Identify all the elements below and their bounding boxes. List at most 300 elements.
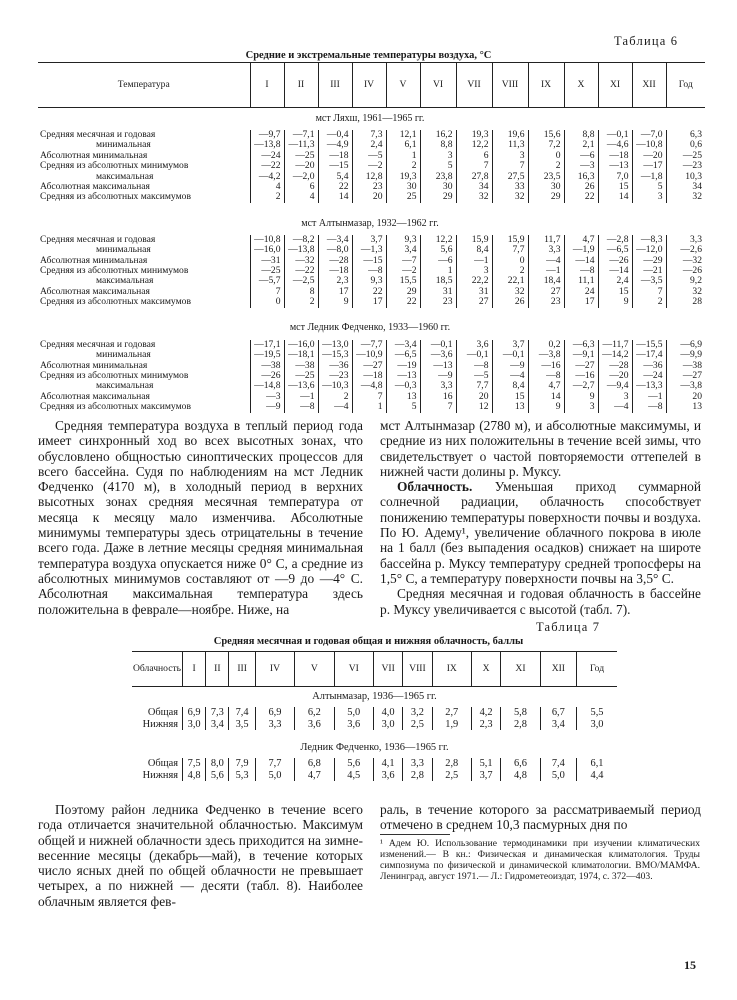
table-cell: 4,1 bbox=[373, 758, 402, 770]
table-cell: 7,9 bbox=[229, 758, 255, 770]
station-row bbox=[38, 108, 705, 131]
table-cell: 7,2 bbox=[528, 140, 564, 150]
table-cell: 2,5 bbox=[432, 770, 471, 782]
row-label: Средняя из абсолютных минимумов bbox=[40, 369, 189, 381]
table-cell: —38 bbox=[284, 361, 318, 371]
table-cell: 23,5 bbox=[528, 172, 564, 182]
table-cell: —4 bbox=[492, 371, 528, 381]
footnote-separator bbox=[380, 834, 450, 835]
table-cell: 3,0 bbox=[577, 719, 617, 731]
table-row bbox=[38, 192, 705, 202]
table-cell: 17 bbox=[564, 297, 598, 307]
table7-header-month: XII bbox=[540, 652, 576, 687]
table-cell: —0,1 bbox=[420, 340, 456, 350]
table-cell: —8 bbox=[456, 361, 492, 371]
table-cell: 6,9 bbox=[183, 707, 206, 719]
table-cell: 2,8 bbox=[432, 758, 471, 770]
table-cell: —0,1 bbox=[598, 130, 632, 140]
table-cell: —22 bbox=[284, 266, 318, 276]
table-cell: 29 bbox=[386, 287, 420, 297]
table-cell: 19,3 bbox=[386, 172, 420, 182]
table-cell: 22 bbox=[386, 297, 420, 307]
table-cell: 3,6 bbox=[456, 340, 492, 350]
table-cell: —0,4 bbox=[318, 130, 352, 140]
table-cell: —3,8 bbox=[528, 350, 564, 360]
table-cell: 26 bbox=[492, 297, 528, 307]
table-cell: 27 bbox=[456, 297, 492, 307]
table-cell: —27 bbox=[564, 361, 598, 371]
table-cell: 22,1 bbox=[492, 276, 528, 286]
table6-header-month: VI bbox=[420, 63, 456, 108]
table-cell: —28 bbox=[598, 361, 632, 371]
table-cell: 15,9 bbox=[492, 235, 528, 245]
table-cell: —13,6 bbox=[284, 381, 318, 391]
table-cell: 5,6 bbox=[334, 758, 373, 770]
table-cell: 7,0 bbox=[598, 172, 632, 182]
table-cell: 5,8 bbox=[501, 707, 540, 719]
table-cell: —8 bbox=[284, 402, 318, 412]
station-name: мст Алтынмазар, 1932—1962 гг. bbox=[301, 217, 439, 229]
table-cell: —4,9 bbox=[318, 140, 352, 150]
table-cell: 12,1 bbox=[386, 130, 420, 140]
table-cell: 31 bbox=[420, 287, 456, 297]
table-cell: 8,4 bbox=[492, 381, 528, 391]
table-cell: —1,8 bbox=[632, 172, 666, 182]
table6-header-label: Температура bbox=[38, 63, 250, 108]
row-label: Средняя из абсолютных максимумов bbox=[40, 191, 191, 203]
table-cell: 2 bbox=[492, 266, 528, 276]
table-cell: —14,2 bbox=[598, 350, 632, 360]
table-cell: —4,8 bbox=[352, 381, 386, 391]
table-cell: —32 bbox=[666, 256, 705, 266]
table-cell: 14 bbox=[598, 192, 632, 202]
table-cell: 13 bbox=[666, 402, 705, 412]
table-cell: 27 bbox=[528, 287, 564, 297]
table-cell: 15,5 bbox=[386, 276, 420, 286]
table-cell: —9 bbox=[492, 361, 528, 371]
table6-header-month: I bbox=[250, 63, 284, 108]
table-cell: 8,8 bbox=[564, 130, 598, 140]
table-cell: —6,5 bbox=[386, 350, 420, 360]
table-cell: 3,6 bbox=[334, 719, 373, 731]
paragraph-cloudiness bbox=[380, 479, 701, 586]
table-cell: —15,3 bbox=[318, 350, 352, 360]
table-cell: 30 bbox=[420, 182, 456, 192]
table-cell: 4,7 bbox=[295, 770, 334, 782]
table-cell: —2 bbox=[386, 266, 420, 276]
table-cell: —38 bbox=[250, 361, 284, 371]
footnote-text: ¹ Адем Ю. Использование термодинамики при изучении климатических изменений.— В кн.: Физическая и динамическая климатология. Труды симпозиума по физической и динамической климатологии. ВМО/МАМФА. Ленинград, август 1971.— Л.: Гидрометеоиздат, 1974, с. 372—403. bbox=[380, 838, 700, 882]
table-cell: —1 bbox=[284, 392, 318, 402]
table-cell: 5,5 bbox=[577, 707, 617, 719]
table-cell: —9,9 bbox=[666, 350, 705, 360]
station-row bbox=[38, 318, 705, 340]
table-cell: —9,7 bbox=[250, 130, 284, 140]
table-cell: 26 bbox=[564, 182, 598, 192]
table-cell: —13 bbox=[386, 371, 420, 381]
table-cell: —23 bbox=[318, 371, 352, 381]
table6-header-month: IV bbox=[352, 63, 386, 108]
table-cell: —25 bbox=[284, 371, 318, 381]
table-cell: 4,5 bbox=[334, 770, 373, 782]
table-cell: —6,3 bbox=[564, 340, 598, 350]
table-cell: 2,7 bbox=[432, 707, 471, 719]
table-cell: —6,5 bbox=[598, 245, 632, 255]
table6-header-month: III bbox=[318, 63, 352, 108]
table-cell: —28 bbox=[318, 256, 352, 266]
row-label: Средняя месячная и годовая bbox=[40, 338, 156, 350]
table-cell: —27 bbox=[352, 361, 386, 371]
table-cell: 25 bbox=[386, 192, 420, 202]
table-cell: —2,8 bbox=[598, 235, 632, 245]
table-row bbox=[132, 758, 617, 770]
row-label: Абсолютная максимальная bbox=[40, 181, 150, 193]
table6-header-month: IX bbox=[528, 63, 564, 108]
table-cell: 0 bbox=[492, 256, 528, 266]
table-cell: —2,6 bbox=[666, 245, 705, 255]
spacer-row bbox=[132, 730, 617, 738]
table-cell: 7,3 bbox=[206, 707, 229, 719]
table-cell: —38 bbox=[666, 361, 705, 371]
table-cell: 5,3 bbox=[229, 770, 255, 782]
table-cell: 5,0 bbox=[255, 770, 294, 782]
table-cell: 4,4 bbox=[577, 770, 617, 782]
table-cell: —17,1 bbox=[250, 340, 284, 350]
table-row bbox=[132, 719, 617, 731]
table-cell: 4,7 bbox=[528, 381, 564, 391]
table-cell: —9 bbox=[250, 402, 284, 412]
paragraph: раль, в течение которого за рассматриваемый период отмечено в среднем 10,3 пасмурных дня по bbox=[380, 802, 701, 833]
table-cell: —20 bbox=[284, 161, 318, 171]
table-cell: 22 bbox=[318, 182, 352, 192]
table6-header-month: XI bbox=[598, 63, 632, 108]
table-cell: 8,4 bbox=[456, 245, 492, 255]
table-cell: —26 bbox=[666, 266, 705, 276]
table-cell: —17,4 bbox=[632, 350, 666, 360]
table-cell: 3,0 bbox=[373, 719, 402, 731]
table-cell: —13,0 bbox=[318, 340, 352, 350]
table-cell: 2,3 bbox=[471, 719, 500, 731]
table6-header-month: II bbox=[284, 63, 318, 108]
section-heading: Облачность. bbox=[397, 479, 473, 495]
left-column-text bbox=[38, 418, 363, 617]
table-cell: —9,4 bbox=[598, 381, 632, 391]
table-cell: 19,6 bbox=[492, 130, 528, 140]
table7-header-month: VII bbox=[373, 652, 402, 687]
table-cell: —6 bbox=[564, 151, 598, 161]
table-cell: —2,7 bbox=[564, 381, 598, 391]
table7-header-month: VIII bbox=[403, 652, 432, 687]
paragraph: мст Алтынмазар (2780 м), и абсолютные максимумы, и средние из них положительны в течение всей зимы, что свидетельствует о частой повторяемости оттепелей в нижней части долины р. Муксу. bbox=[380, 418, 701, 479]
table-cell: —12,0 bbox=[632, 245, 666, 255]
table-cell: 24 bbox=[564, 287, 598, 297]
table-cell: —14 bbox=[598, 266, 632, 276]
table-cell: 3 bbox=[420, 151, 456, 161]
table-cell: —26 bbox=[598, 256, 632, 266]
table-cell: —7,0 bbox=[632, 130, 666, 140]
table-cell: —3,4 bbox=[386, 340, 420, 350]
station-row bbox=[38, 213, 705, 235]
table-cell: 2,8 bbox=[403, 770, 432, 782]
table-cell: 28 bbox=[666, 297, 705, 307]
table-cell: —3 bbox=[564, 161, 598, 171]
table-cell: —9 bbox=[420, 371, 456, 381]
table-cell: 2,3 bbox=[318, 276, 352, 286]
row-label: Средняя из абсолютных максимумов bbox=[40, 401, 191, 413]
table-cell: 4 bbox=[284, 192, 318, 202]
table7-caption: Средняя месячная и годовая общая и нижняя облачность, баллы bbox=[213, 636, 524, 647]
table-cell: 6 bbox=[284, 182, 318, 192]
table-cell: 9 bbox=[564, 392, 598, 402]
table-cell: —1,3 bbox=[352, 245, 386, 255]
table-cell: —15 bbox=[352, 256, 386, 266]
table-cell: —8,3 bbox=[632, 235, 666, 245]
table-cell: —16 bbox=[564, 371, 598, 381]
table-cell: —18 bbox=[598, 151, 632, 161]
table-cell: 4,2 bbox=[471, 707, 500, 719]
table7-header-month: VI bbox=[334, 652, 373, 687]
table-cell: 2 bbox=[318, 392, 352, 402]
table-cell: 7 bbox=[250, 287, 284, 297]
table-cell: 30 bbox=[528, 182, 564, 192]
table-cell: 3,7 bbox=[352, 235, 386, 245]
table-cell: —4 bbox=[318, 402, 352, 412]
table-cell: —20 bbox=[632, 151, 666, 161]
table-cell: —4 bbox=[598, 402, 632, 412]
table-cell: 3,3 bbox=[255, 719, 294, 731]
table-cell: 8,8 bbox=[420, 140, 456, 150]
table-cell: 7,7 bbox=[492, 245, 528, 255]
table-cell: 18,4 bbox=[528, 276, 564, 286]
table-cell: 11,1 bbox=[564, 276, 598, 286]
station-name: мст Ледник Федченко, 1933—1960 гг. bbox=[289, 322, 451, 334]
table-cell: —1 bbox=[632, 392, 666, 402]
table-cell: 3,3 bbox=[666, 235, 705, 245]
table6-header-month: X bbox=[564, 63, 598, 108]
row-label: Средняя из абсолютных минимумов bbox=[40, 265, 189, 277]
table-cell: 18,5 bbox=[420, 276, 456, 286]
table-cell: 5,4 bbox=[318, 172, 352, 182]
table-cell: 0,2 bbox=[528, 340, 564, 350]
table-row bbox=[38, 297, 705, 307]
table-cell: —5 bbox=[352, 151, 386, 161]
table-cell: 6,1 bbox=[386, 140, 420, 150]
bottom-right-text bbox=[380, 802, 701, 833]
row-label: Средняя месячная и годовая bbox=[40, 129, 156, 140]
table-cell: —18 bbox=[352, 371, 386, 381]
table-cell: 32 bbox=[666, 192, 705, 202]
table-cell: 6,1 bbox=[577, 758, 617, 770]
table-cell: 3 bbox=[492, 151, 528, 161]
table-cell: 8 bbox=[284, 287, 318, 297]
table-row bbox=[38, 402, 705, 412]
table-cell: —3,6 bbox=[420, 350, 456, 360]
table-cell: 19,3 bbox=[456, 130, 492, 140]
table-row bbox=[132, 770, 617, 782]
table7-header-month: III bbox=[229, 652, 255, 687]
table-cell: 6,9 bbox=[255, 707, 294, 719]
table-cell: —4 bbox=[528, 256, 564, 266]
footnote bbox=[380, 838, 700, 882]
table-cell: 1 bbox=[352, 402, 386, 412]
table-cell: 9 bbox=[528, 402, 564, 412]
table-cell: —11,3 bbox=[284, 140, 318, 150]
table-row bbox=[38, 350, 705, 360]
table-cell: 7,5 bbox=[183, 758, 206, 770]
table-cell: 6,8 bbox=[295, 758, 334, 770]
table-cell: —7,1 bbox=[284, 130, 318, 140]
table-cell: —36 bbox=[318, 361, 352, 371]
table-cell: 7,4 bbox=[540, 758, 576, 770]
table-cell: —19,5 bbox=[250, 350, 284, 360]
table-cell: 5,0 bbox=[334, 707, 373, 719]
table-cell: —2 bbox=[352, 161, 386, 171]
table-cell: 4,8 bbox=[501, 770, 540, 782]
table-cell: —22 bbox=[250, 161, 284, 171]
paragraph-body: Уменьшая приход суммарной солнечной радиации, облачность способствует понижению температуры поверхности почвы и воздуха. По Ю. Адему¹, увеличение облачного покрова в июле на 1 балл (без выпадения осадков) снижает на широте бассейна р. Муксу температуру средней тропосферы на 1,5° С, а температуру поверхности почвы на 3,5° С. bbox=[380, 479, 701, 586]
table-cell: 13 bbox=[386, 392, 420, 402]
table-cell: 3 bbox=[564, 402, 598, 412]
table7-header-month: X bbox=[471, 652, 500, 687]
table-cell: —20 bbox=[598, 371, 632, 381]
table-cell: 14 bbox=[318, 192, 352, 202]
table-cell: —8,2 bbox=[284, 235, 318, 245]
table6-header-month: VII bbox=[456, 63, 492, 108]
table-cell: 22,2 bbox=[456, 276, 492, 286]
table-cell: 16 bbox=[420, 392, 456, 402]
row-label: минимальная bbox=[96, 139, 151, 151]
table-cell: 5,6 bbox=[420, 245, 456, 255]
table-cell: —10,9 bbox=[352, 350, 386, 360]
row-label: максимальная bbox=[96, 275, 154, 287]
table-cell: —2,0 bbox=[284, 172, 318, 182]
table-cell: —13,3 bbox=[632, 381, 666, 391]
table-cell: 3,3 bbox=[420, 381, 456, 391]
table-cell: —3,4 bbox=[318, 235, 352, 245]
table-cell: 2,8 bbox=[501, 719, 540, 731]
table-cell: 9 bbox=[318, 297, 352, 307]
table-cell: 11,3 bbox=[492, 140, 528, 150]
table-cell: 15 bbox=[492, 392, 528, 402]
table-cell: —4,6 bbox=[598, 140, 632, 150]
table-cell: 10,3 bbox=[666, 172, 705, 182]
table-cell: —8 bbox=[352, 266, 386, 276]
table-cell: 7 bbox=[492, 161, 528, 171]
row-label: минимальная bbox=[96, 349, 151, 361]
table-cell: 15 bbox=[598, 287, 632, 297]
table-cell: —1,9 bbox=[564, 245, 598, 255]
table-cell: —0,1 bbox=[492, 350, 528, 360]
table-cell: 11,7 bbox=[528, 235, 564, 245]
table-cell: —8 bbox=[528, 371, 564, 381]
table-cell: —25 bbox=[666, 151, 705, 161]
table6-label: Таблица 6 bbox=[614, 34, 679, 48]
table-cell: 34 bbox=[666, 182, 705, 192]
row-label: Средняя из абсолютных максимумов bbox=[40, 296, 191, 308]
table6-header-month: XII bbox=[632, 63, 666, 108]
station-row bbox=[132, 738, 617, 758]
table-cell: 27,5 bbox=[492, 172, 528, 182]
table-cell: —3,5 bbox=[632, 276, 666, 286]
table-cell: 17 bbox=[318, 287, 352, 297]
table-cell: 9,3 bbox=[352, 276, 386, 286]
table6-header-month: VIII bbox=[492, 63, 528, 108]
table-cell: 3,6 bbox=[373, 770, 402, 782]
table-cell: —2,5 bbox=[284, 276, 318, 286]
spacer-row bbox=[38, 203, 705, 213]
table-cell: 6,7 bbox=[540, 707, 576, 719]
table-cell: 23 bbox=[528, 297, 564, 307]
station-name: Ледник Федченко, 1936—1965 гг. bbox=[300, 742, 449, 754]
table7-header-month: II bbox=[206, 652, 229, 687]
table-cell: 2 bbox=[528, 161, 564, 171]
row-label: минимальная bbox=[96, 244, 151, 256]
table6-header-month: Год bbox=[666, 63, 705, 108]
table6-caption: Средние и экстремальные температуры воздуха, °С bbox=[245, 50, 492, 61]
table-cell: 20 bbox=[352, 192, 386, 202]
table-cell: 0,6 bbox=[666, 140, 705, 150]
table-cell: 7,7 bbox=[255, 758, 294, 770]
table-cell: 23,8 bbox=[420, 172, 456, 182]
table-cell: 7,4 bbox=[229, 707, 255, 719]
table-cell: 3,7 bbox=[492, 340, 528, 350]
table7-header-month: IX bbox=[432, 652, 471, 687]
table-cell: 5 bbox=[386, 402, 420, 412]
table-cell: —8 bbox=[564, 266, 598, 276]
table-cell: —11,7 bbox=[598, 340, 632, 350]
table-cell: —8,0 bbox=[318, 245, 352, 255]
table7-header-month: V bbox=[295, 652, 334, 687]
table-cell: —7 bbox=[386, 256, 420, 266]
table-cell: 4 bbox=[250, 182, 284, 192]
table-cell: 6 bbox=[456, 151, 492, 161]
table-cell: 20 bbox=[666, 392, 705, 402]
table-cell: 23 bbox=[352, 182, 386, 192]
table-cell: 1 bbox=[386, 151, 420, 161]
table-cell: —27 bbox=[666, 371, 705, 381]
table-cell: 31 bbox=[456, 287, 492, 297]
spacer-row bbox=[38, 308, 705, 318]
table-cell: 2 bbox=[632, 297, 666, 307]
table-cell: —16 bbox=[528, 361, 564, 371]
temperature-table bbox=[38, 62, 705, 413]
row-label: Общая bbox=[147, 758, 179, 769]
table-cell: 5,1 bbox=[471, 758, 500, 770]
table-cell: 27,8 bbox=[456, 172, 492, 182]
row-label: Нижняя bbox=[142, 718, 179, 730]
table-cell: —21 bbox=[632, 266, 666, 276]
table-cell: 6,3 bbox=[666, 130, 705, 140]
table7-label: Таблица 7 bbox=[536, 620, 601, 634]
table-cell: —13 bbox=[420, 361, 456, 371]
right-column-text bbox=[380, 418, 701, 617]
table-cell: 3 bbox=[456, 266, 492, 276]
table-cell: —3 bbox=[250, 392, 284, 402]
row-label: Общая bbox=[147, 707, 179, 718]
table-cell: 2,1 bbox=[564, 140, 598, 150]
table-cell: —26 bbox=[250, 371, 284, 381]
table-cell: 4,8 bbox=[183, 770, 206, 782]
row-label: Средняя месячная и годовая bbox=[40, 233, 156, 245]
table-cell: 9 bbox=[598, 297, 632, 307]
table-cell: —14 bbox=[564, 256, 598, 266]
table-cell: —18 bbox=[318, 266, 352, 276]
table-cell: —8 bbox=[632, 402, 666, 412]
table-cell: 0 bbox=[250, 297, 284, 307]
table-cell: 29 bbox=[420, 192, 456, 202]
table-cell: 1 bbox=[420, 266, 456, 276]
table-cell: 3,4 bbox=[206, 719, 229, 731]
